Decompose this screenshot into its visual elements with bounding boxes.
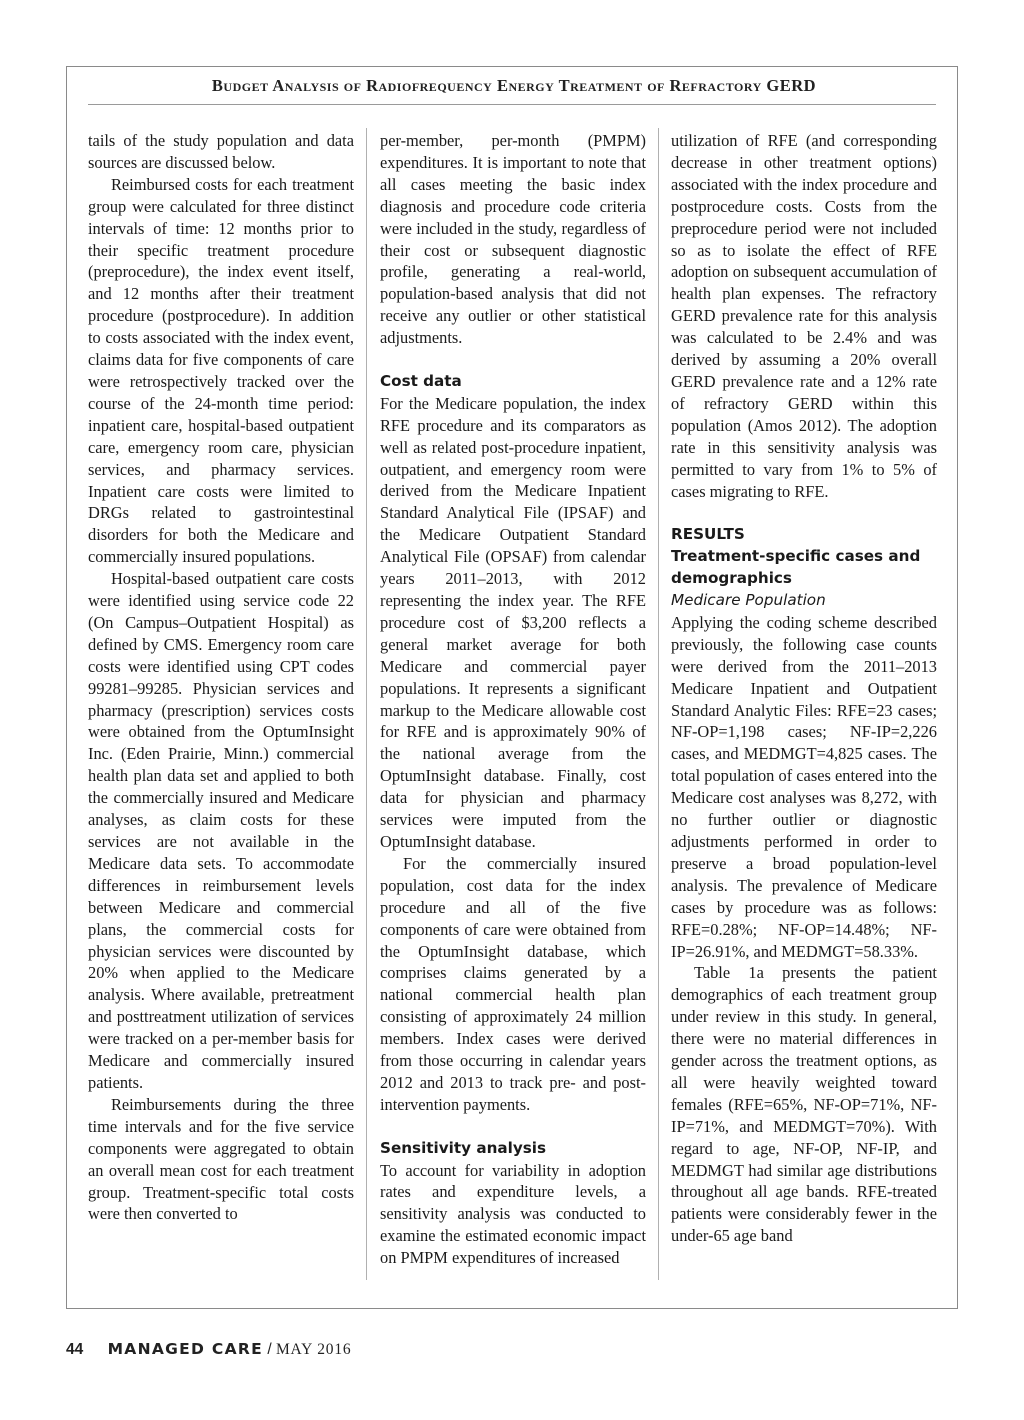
paragraph: Hospital-based outpatient care costs were identified using service code 22 (On Campus–Outpatient Hospital) as defined by CMS. Emergency room care costs were identified using CPT codes 99281–99285. Physician services and pharmacy (prescription) services costs were obtained from the OptumInsight Inc. (Eden Prairie, Minn.) commercial health plan data set and applied to both the commercially insured and Medicare analyses, as claim costs for these services are not available in the Medicare data sets. To accommodate differences in reimbursement levels between Medicare and commercial plans, the commercial costs for physician services were discounted by 20% when applied to the Medicare analysis. Where available, pretreatment and posttreatment utilization of services were tracked on a per-member basis for Medicare and commercially insured patients.: [88, 569, 354, 1092]
column-divider: [658, 128, 659, 1280]
subsection-label-medicare: Medicare Population: [671, 591, 826, 610]
column-1: [88, 130, 354, 1280]
subsection-heading: Treatment-specific cases and demographics: [671, 547, 921, 588]
section-heading-sensitivity: Sensitivity analysis: [380, 1138, 547, 1157]
paragraph: Reimbursed costs for each treatment group were calculated for three distinct intervals of time: 12 months prior to their specific treatment procedure (preprocedure), the index event itself, and 12 months after their treatment procedure (postprocedure). In addition to costs associated with the index event, claims data for five components of care were retrospectively tracked over the course of the 24-month time period: inpatient care, hospital-based outpatient care, emergency room care, physician services, and pharmacy services. Inpatient care costs were limited to DRGs related to gastrointestinal disorders for both the Medicare and commercially insured populations.: [88, 174, 354, 567]
header-divider: [88, 104, 936, 105]
paragraph: Applying the coding scheme described previously, the following case counts were derived from the 2011–2013 Medicare Inpatient and Outpatient Standard Analytic Files: RFE=23 cases; NF-OP=1,198 cases; NF-IP=2,226 cases, and MEDMGT=4,825 cases. The total population of cases entered into the Medicare cost analyses was 8,272, with no further outlier or diagnostic adjustments performed in order to preserve a broad population-level analysis. The prevalence of Medicare cases by procedure was as follows: RFE=0.28%; NF-OP=14.48%; NF-IP=26.91%, and MEDMGT=58.33%.: [671, 612, 937, 961]
paragraph: tails of the study population and data sources are discussed below.: [88, 131, 354, 172]
section-heading-cost-data: Cost data: [380, 371, 462, 390]
running-head: Budget Analysis of Radiofrequency Energy Treatment of Refractory GERD: [211, 76, 817, 95]
page-footer: [66, 1340, 351, 1359]
column-divider: [366, 128, 367, 1280]
paragraph: For the commercially insured population, cost data for the index procedure and all of the five components of care were obtained from the OptumInsight database, which comprises claims generated by a national commercial health plan consisting of approximately 24 million members. Index cases were derived from those occurring in calendar years 2012 and 2013 to track pre- and post-intervention payments.: [380, 853, 646, 1114]
paragraph: Reimbursements during the three time intervals and for the five service components were aggregated to obtain an overall mean cost for each treatment group. Treatment-specific total costs were then converted to: [88, 1094, 354, 1224]
paragraph: per-member, per-month (PMPM) expenditures. It is important to note that all cases meeting the basic index diagnosis and procedure code criteria were included in the study, regardless of their cost or subsequent diagnostic profile, generating a real-world, population-based analysis that did not receive any outlier or other statistical adjustments.: [380, 131, 646, 348]
footer-separator: /: [267, 1341, 272, 1358]
section-heading-results: RESULTS: [671, 525, 745, 544]
magazine-name: MANAGED CARE: [107, 1340, 264, 1358]
column-3: [671, 130, 937, 1280]
paragraph: utilization of RFE (and corresponding decrease in other treatment options) associated with the index procedure and postprocedure costs. Costs from the preprocedure period were not included so as to isolate the effect of RFE adoption on subsequent accumulation of health plan expenses. The refractory GERD prevalence rate for this analysis was calculated to be 2.4% and was derived by assuming a 20% overall GERD prevalence rate and a 12% rate of refractory GERD within this population (Amos 2012). The adoption rate in this sensitivity analysis was permitted to vary from 1% to 5% of cases migrating to RFE.: [671, 131, 937, 501]
issue-date: MAY 2016: [275, 1341, 352, 1358]
paragraph: For the Medicare population, the index RFE procedure and its comparators as well as related post-procedure inpatient, outpatient, and emergency room were derived from the Medicare Inpatient Standard Analytical File (IPSAF) and the Medicare Outpatient Standard Analytical File (OPSAF) from calendar years 2011–2013, with 2012 representing the index year. The RFE procedure cost of $3,200 reflects a general market average for both Medicare and commercial payer populations. It represents a significant markup to the Medicare allowable cost for RFE and is approximately 90% of the national average from the OptumInsight database. Finally, cost data for physician and pharmacy services were imputed from the OptumInsight database.: [380, 393, 646, 851]
paragraph: Table 1a presents the patient demographics of each treatment group under review in this study. In general, there were no material differences in gender across the treatment options, as all were heavily weighted toward females (RFE=65%, NF-OP=71%, NF-IP=71%, and MEDMGT=70%). With regard to age, NF-OP, NF-IP, and MEDMGT had similar age distributions throughout all age bands. RFE-treated patients were considerably fewer in the under-65 age band: [671, 963, 937, 1246]
paragraph: To account for variability in adoption rates and expenditure levels, a sensitivity analysis was conducted to examine the estimated economic impact on PMPM expenditures of increased: [380, 1160, 646, 1268]
page-number: 44: [66, 1341, 84, 1358]
column-2: [380, 130, 646, 1280]
